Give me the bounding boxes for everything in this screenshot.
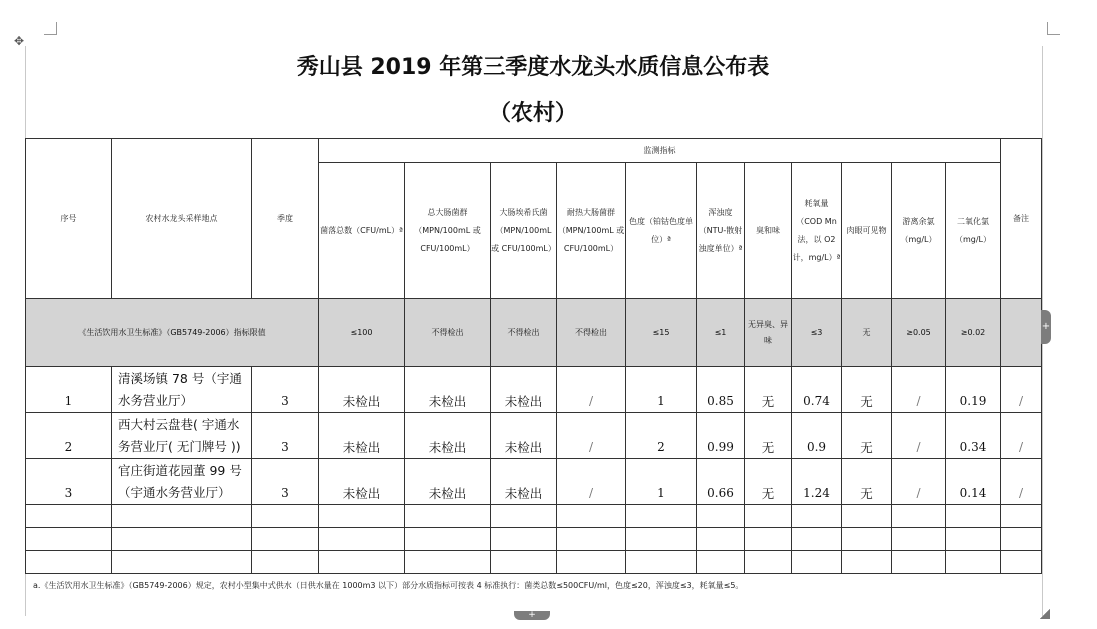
row-value: / xyxy=(557,413,626,459)
table-move-handle-icon[interactable]: ✥ xyxy=(13,34,25,48)
add-column-button[interactable] xyxy=(1041,310,1051,344)
row-value: / xyxy=(1001,459,1042,505)
row-value: 未检出 xyxy=(405,413,491,459)
empty-row xyxy=(26,528,1042,551)
plus-icon: + xyxy=(1041,321,1051,332)
row-value: 未检出 xyxy=(491,459,557,505)
row-site: 官庄街道花园董 99 号（宇通水务营业厅） xyxy=(112,459,252,505)
header-indicator: 耗氧量（COD Mn 法，以 O2 计，mg/L）ª xyxy=(792,163,842,299)
header-site: 农村水龙头采样地点 xyxy=(112,139,252,299)
empty-row xyxy=(26,505,1042,528)
margin-corner-marker xyxy=(44,22,57,35)
row-value: / xyxy=(1001,413,1042,459)
table-row xyxy=(26,459,1042,505)
row-value: 0.19 xyxy=(946,367,1001,413)
row-value: / xyxy=(557,367,626,413)
row-season: 3 xyxy=(252,367,319,413)
row-value: 未检出 xyxy=(319,367,405,413)
row-value: 0.66 xyxy=(697,459,745,505)
row-value: / xyxy=(892,367,946,413)
add-row-button[interactable] xyxy=(514,611,550,620)
header-indicator-group: 监测指标 xyxy=(319,139,1001,163)
header-indicator: 游离余氯（mg/L） xyxy=(892,163,946,299)
row-value: 无 xyxy=(745,413,792,459)
row-value: 0.34 xyxy=(946,413,1001,459)
standard-label: 《生活饮用水卫生标准》（GB5749-2006）指标限值 xyxy=(26,299,319,367)
row-value: 未检出 xyxy=(405,459,491,505)
row-season: 3 xyxy=(252,459,319,505)
row-value: 0.14 xyxy=(946,459,1001,505)
header-season: 季度 xyxy=(252,139,319,299)
header-notes: 备注 xyxy=(1001,139,1042,299)
row-value: 无 xyxy=(745,459,792,505)
header-indicator: 臭和味 xyxy=(745,163,792,299)
standard-value: ≤1 xyxy=(697,299,745,367)
standard-value: 不得检出 xyxy=(405,299,491,367)
row-value: 1.24 xyxy=(792,459,842,505)
row-value: 0.74 xyxy=(792,367,842,413)
header-seq: 序号 xyxy=(26,139,112,299)
plus-icon: + xyxy=(528,610,536,620)
standard-value: 无 xyxy=(842,299,892,367)
row-value: 未检出 xyxy=(491,413,557,459)
header-indicator: 肉眼可见物 xyxy=(842,163,892,299)
header-indicator: 色度（铂钴色度单位）ª xyxy=(626,163,697,299)
standard-value: 不得检出 xyxy=(557,299,626,367)
row-value: 无 xyxy=(842,413,892,459)
row-value: 未检出 xyxy=(319,413,405,459)
standard-limits-row xyxy=(26,299,1042,367)
table-row xyxy=(26,367,1042,413)
table-row xyxy=(26,413,1042,459)
header-indicator: 耐热大肠菌群（MPN/100mL 或 CFU/100mL） xyxy=(557,163,626,299)
row-value: 未检出 xyxy=(405,367,491,413)
row-seq: 1 xyxy=(26,367,112,413)
row-seq: 3 xyxy=(26,459,112,505)
standard-value: 无异臭、异味 xyxy=(745,299,792,367)
row-value: 0.85 xyxy=(697,367,745,413)
header-indicator: 大肠埃希氏菌（MPN/100mL 或 CFU/100mL） xyxy=(491,163,557,299)
header-indicator: 二氧化氯（mg/L） xyxy=(946,163,1001,299)
header-indicator: 总大肠菌群（MPN/100mL 或 CFU/100mL） xyxy=(405,163,491,299)
standard-value: 不得检出 xyxy=(491,299,557,367)
standard-value: ≥0.05 xyxy=(892,299,946,367)
standard-value: ≥0.02 xyxy=(946,299,1001,367)
table-resize-handle-icon[interactable] xyxy=(1040,609,1050,619)
row-season: 3 xyxy=(252,413,319,459)
standard-value: ≤15 xyxy=(626,299,697,367)
row-value: 0.9 xyxy=(792,413,842,459)
header-row-group xyxy=(26,139,1042,163)
row-site: 西大村云盘巷( 宇通水务营业厅( 无门牌号 )) xyxy=(112,413,252,459)
row-value: 无 xyxy=(842,367,892,413)
row-value: / xyxy=(557,459,626,505)
row-value: 0.99 xyxy=(697,413,745,459)
row-value: 未检出 xyxy=(491,367,557,413)
empty-row xyxy=(26,551,1042,574)
row-value: 无 xyxy=(842,459,892,505)
row-seq: 2 xyxy=(26,413,112,459)
row-site: 清溪场镇 78 号（宇通水务营业厅） xyxy=(112,367,252,413)
row-value: 2 xyxy=(626,413,697,459)
row-value: 无 xyxy=(745,367,792,413)
document-title: 秀山县 2019 年第三季度水龙头水质信息公布表 xyxy=(296,55,770,80)
standard-value: ≤100 xyxy=(319,299,405,367)
header-indicator: 浑浊度（NTU-散射浊度单位）ª xyxy=(697,163,745,299)
header-indicator: 菌落总数（CFU/mL）ª xyxy=(319,163,405,299)
margin-corner-marker xyxy=(1047,22,1060,35)
row-value: / xyxy=(892,413,946,459)
water-quality-table xyxy=(25,138,1042,574)
row-value: / xyxy=(892,459,946,505)
row-value: 未检出 xyxy=(319,459,405,505)
standard-value xyxy=(1001,299,1042,367)
document-subtitle: （农村） xyxy=(488,101,577,126)
row-value: 1 xyxy=(626,459,697,505)
row-value: 1 xyxy=(626,367,697,413)
footnote: a.《生活饮用水卫生标准》（GB5749-2006）规定，农村小型集中式供水（日供水量在 1000m3 以下）部分水质指标可按表 4 标准执行：菌类总数≤500CFU/ml，色度≤20，浑浊度≤3，耗氧量≤5。 xyxy=(33,581,744,590)
standard-value: ≤3 xyxy=(792,299,842,367)
row-value: / xyxy=(1001,367,1042,413)
